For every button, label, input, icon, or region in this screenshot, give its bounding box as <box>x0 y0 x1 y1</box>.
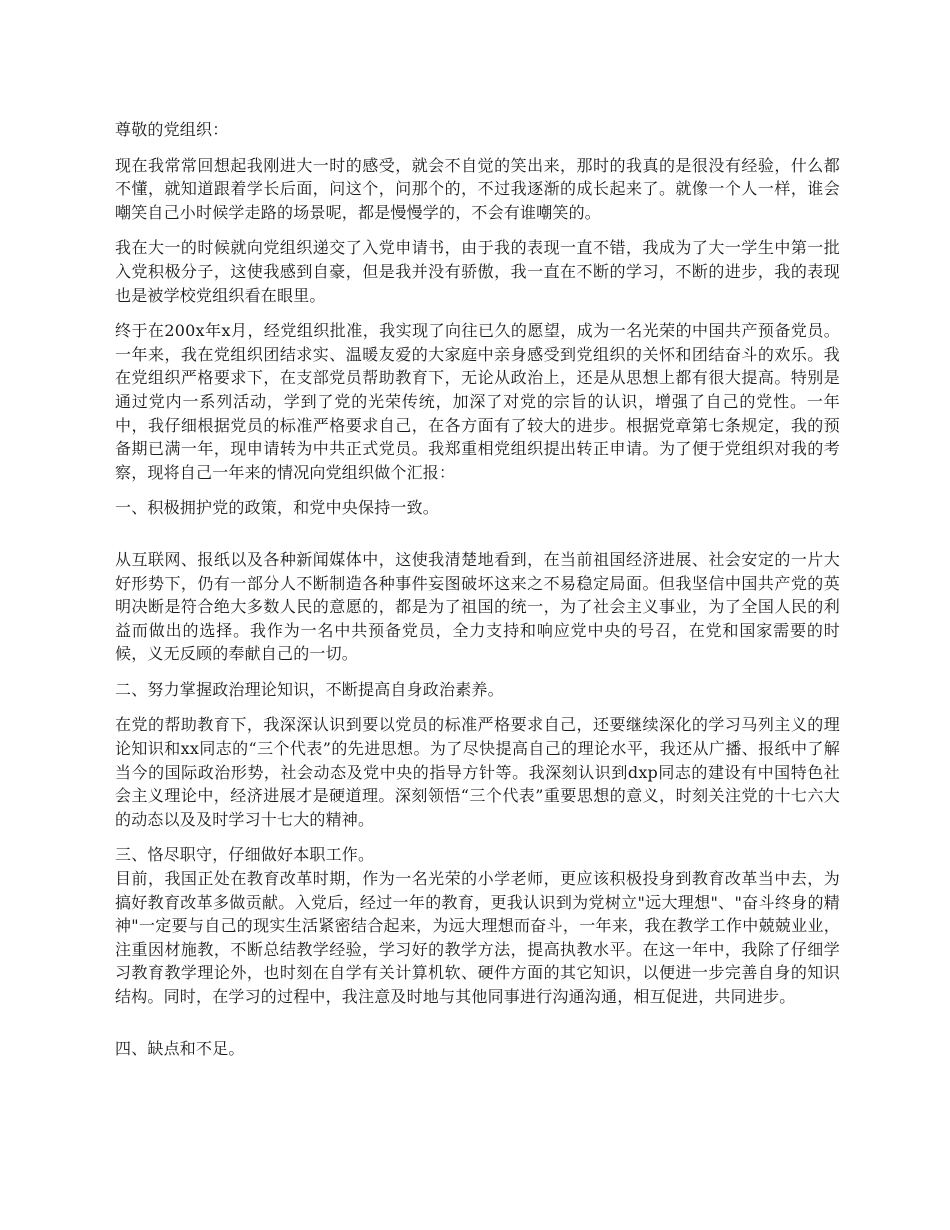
section-heading-4: 四、缺点和不足。 <box>115 1038 245 1058</box>
section-heading-3: 三、恪尽职守，仔细做好本职工作。 <box>115 845 375 865</box>
paragraph-policy: 从互联网、报纸以及各种新闻媒体中，这使我清楚地看到，在当前祖国经济进展、社会安定的一片大好形势下，仍有一部分人不断制造各种事件妄图破坏这来之不易稳定局面。但我坚信中国共产党的英明决断是符合绝大多数人民的意愿的，都是为了祖国的统一，为了社会主义事业，为了全国人民的利益而做出的选择。我作为一名中共预备党员，全力支持和响应党中央的号召，在党和国家需要的时候，义无反顾的奉献自己的一切。 <box>115 549 840 664</box>
paragraph-application: 我在大一的时候就向党组织递交了入党申请书，由于我的表现一直不错，我成为了大一学生中第一批入党积极分子，这使我感到自豪，但是我并没有骄傲，我一直在不断的学习，不断的进步，我的表现也是被学校党组织看在眼里。 <box>115 238 840 305</box>
document-body <box>115 118 840 1060</box>
salutation: 尊敬的党组织： <box>115 120 229 139</box>
paragraph-work: 目前，我国正处在教育改革时期，作为一名光荣的小学老师，更应该积极投身到教育改革当中去，为搞好教育改革多做贡献。入党后，经过一年的教育，更我认识到为党树立"远大理想"、"奋斗终身的精神"一定要与自己的现实生活紧密结合起来，为远大理想而奋斗，一年来，我在教学工作中兢兢业业，注重因材施教，不断总结教学经验，学习好的教学方法，提高执教水平。在这一年中，我除了仔细学习教育教学理论外，也时刻在自学有关计算机软、硬件方面的其它知识，以便进一步完善自身的知识结构。同时，在学习的过程中，我注意及时地与其他同事进行沟通沟通，相互促进，共同进步。 <box>115 869 840 1006</box>
paragraph-probation: 终于在200x年x月，经党组织批准，我实现了向往已久的愿望，成为一名光荣的中国共产预备党员。一年来，我在党组织团结求实、温暖友爱的大家庭中亲身感受到党组织的关怀和团结奋斗的欢乐。我在党组织严格要求下，在支部党员帮助教育下，无论从政治上，还是从思想上都有很大提高。特别是通过党内一系列活动，学到了党的光荣传统，加深了对党的宗旨的认识，增强了自己的党性。一年中，我仔细根据党员的标准严格要求自己，在各方面有了较大的进步。根据党章第七条规定，我的预备期已满一年，现申请转为中共正式党员。我郑重相党组织提出转正申请。为了便于党组织对我的考察，现将自己一年来的情况向党组织做个汇报： <box>115 321 840 482</box>
paragraph-intro: 现在我常常回想起我刚进大一时的感受，就会不自觉的笑出来，那时的我真的是很没有经验，什么都不懂，就知道跟着学长后面，问这个，问那个的，不过我逐渐的成长起来了。就像一个人一样，谁会嘲笑自己小时候学走路的场景呢，都是慢慢学的，不会有谁嘲笑的。 <box>115 155 840 222</box>
section-heading-2: 二、努力掌握政治理论知识，不断提高自身政治素养。 <box>115 679 504 699</box>
paragraph-theory: 在党的帮助教育下，我深深认识到要以党员的标准严格要求自己，还要继续深化的学习马列主义的理论知识和xx同志的“三个代表”的先进思想。为了尽快提高自己的理论水平，我还从广播、报纸中了解当今的国际政治形势，社会动态及党中央的指导方针等。我深刻认识到dxp同志的建设有中国特色社会主义理论中，经济进展才是硬道理。深刻领悟“三个代表”重要思想的意义，时刻关注党的十七六大的动态以及及时学习十七大的精神。 <box>115 715 840 829</box>
section-heading-1: 一、积极拥护党的政策，和党中央保持一致。 <box>115 498 440 518</box>
